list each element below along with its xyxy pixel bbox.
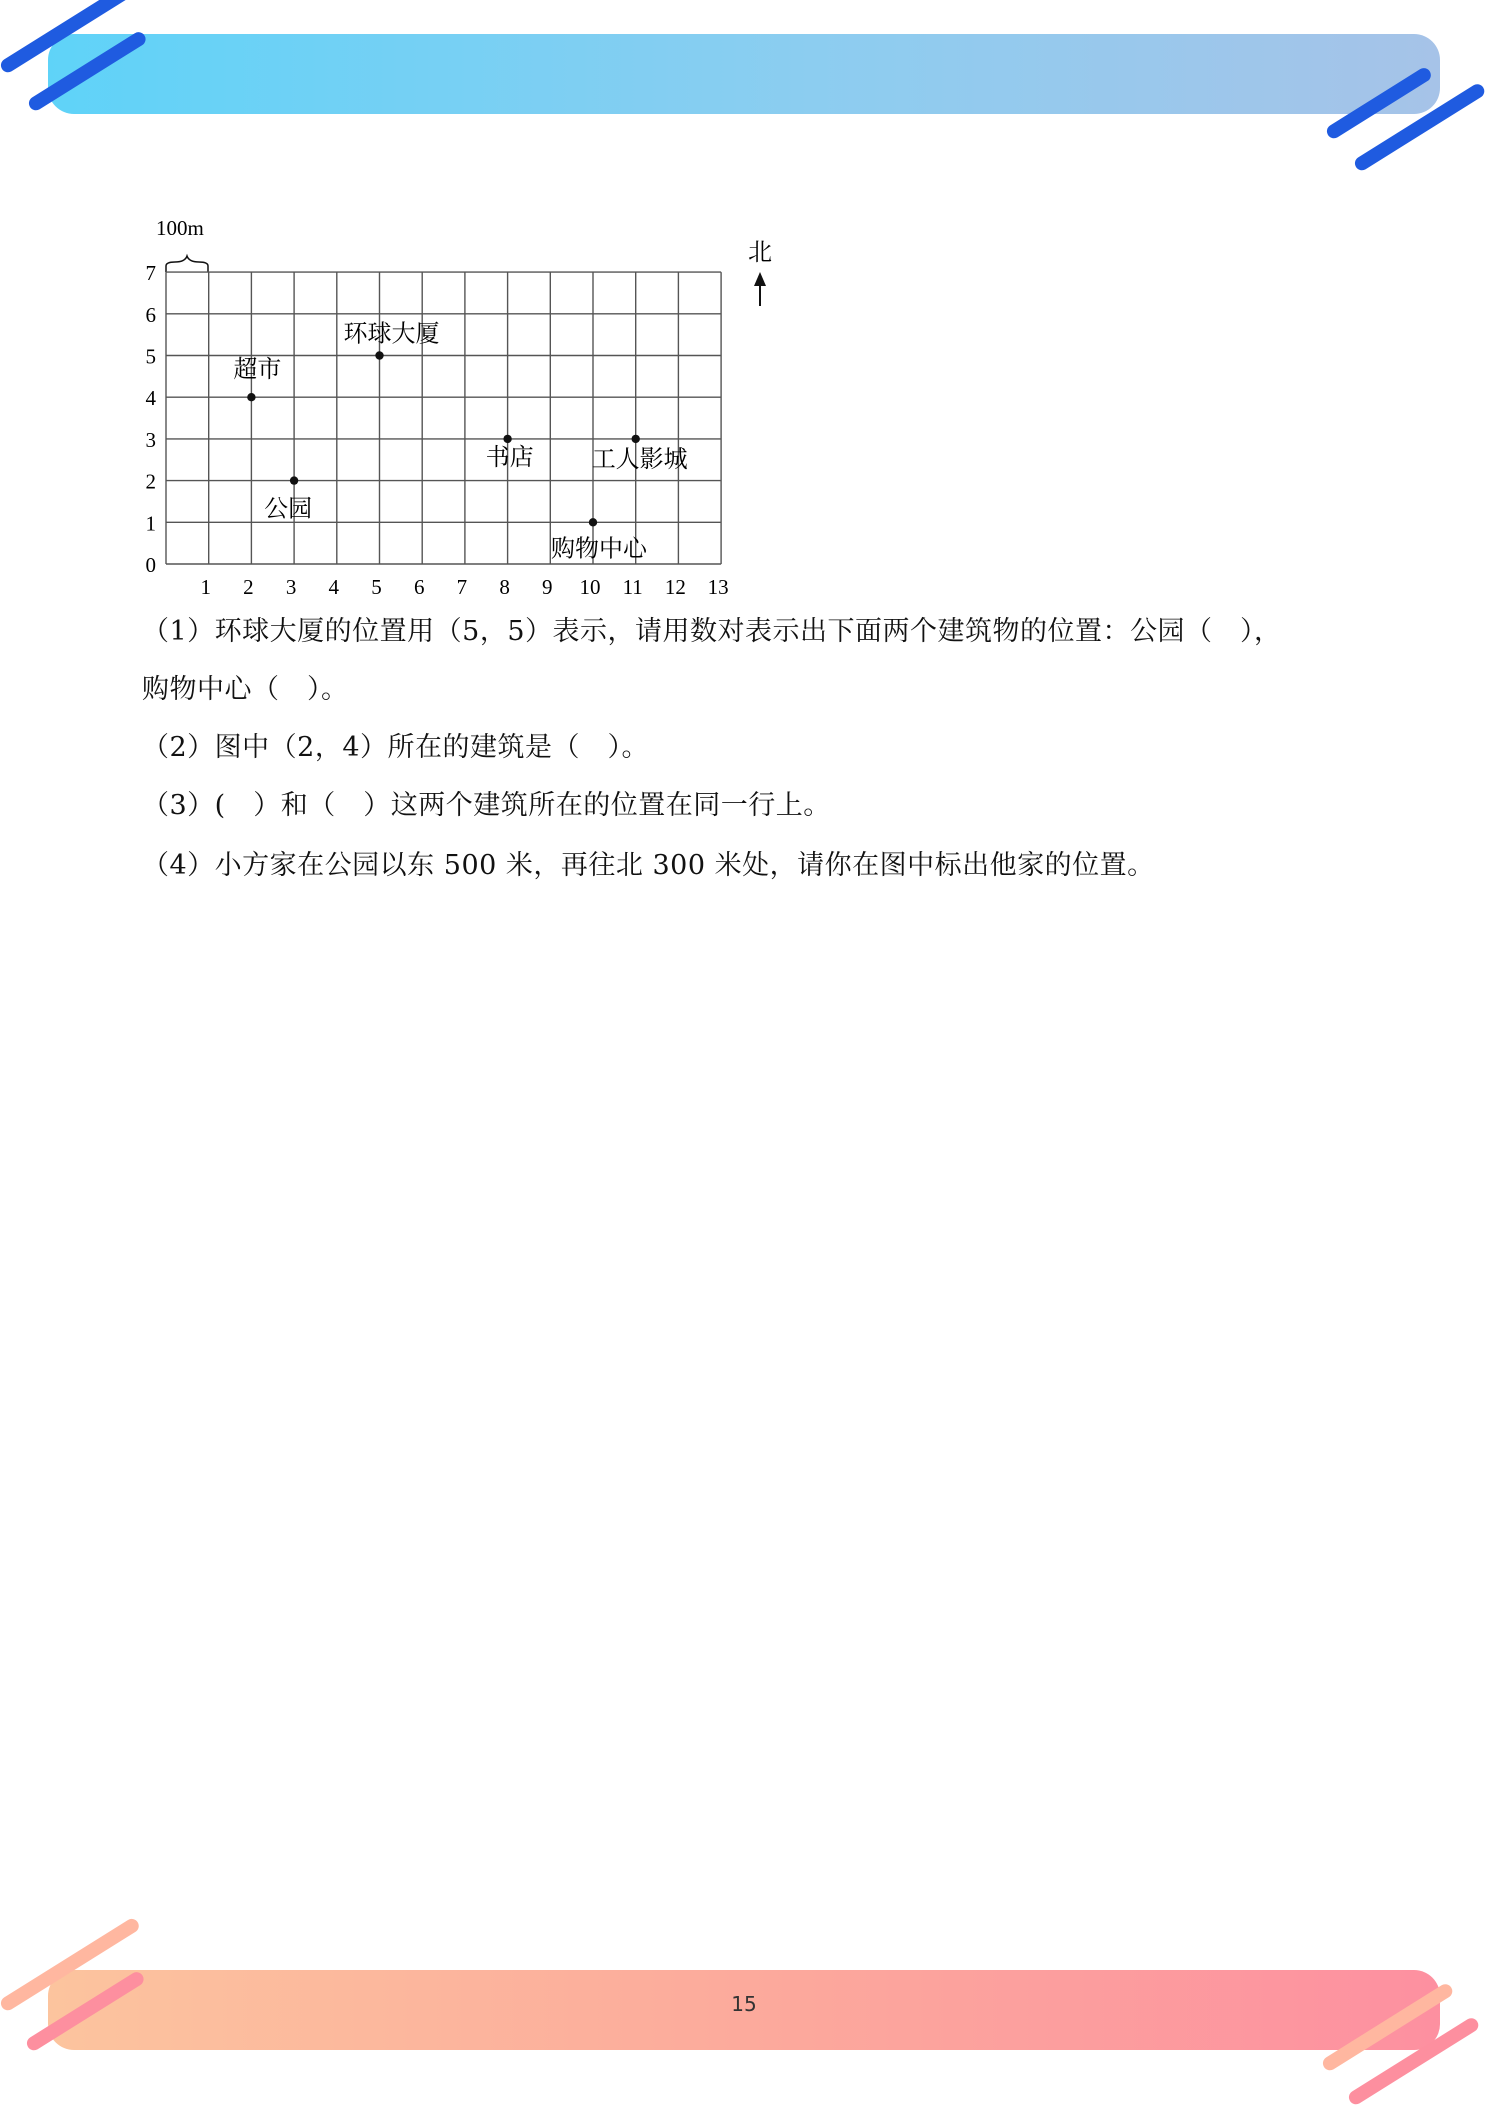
question-4: （4）小方家在公园以东 500 米，再往北 300 米处，请你在图中标出他家的位置。	[142, 850, 1155, 881]
x-axis-labels	[200, 575, 728, 599]
x-tick-label: 4	[328, 575, 340, 599]
place-label: 书店	[485, 444, 534, 471]
place-label: 购物中心	[551, 536, 647, 563]
place-label: 环球大厦	[343, 321, 440, 348]
y-tick-label: 7	[145, 261, 156, 286]
place-dot	[290, 476, 298, 484]
x-tick-label: 2	[243, 575, 254, 599]
x-tick-label: 10	[579, 575, 601, 599]
scale-brace	[166, 256, 208, 272]
x-tick-label: 9	[542, 575, 553, 599]
y-tick-label: 6	[145, 302, 156, 327]
place-dot	[632, 435, 640, 443]
question-1-line-2: 购物中心（ ）。	[142, 674, 349, 705]
y-tick-label: 5	[145, 344, 156, 369]
place-dot	[375, 351, 383, 359]
x-tick-label: 5	[371, 575, 382, 599]
place-dot	[247, 393, 255, 401]
x-tick-label: 3	[285, 575, 297, 599]
place-dot	[503, 435, 511, 443]
x-tick-label: 8	[499, 575, 510, 599]
x-tick-label: 1	[200, 575, 211, 599]
place-label: 工人影城	[591, 446, 688, 473]
x-tick-label: 11	[622, 575, 643, 599]
y-tick-label: 3	[145, 427, 156, 452]
place-markers	[233, 321, 687, 563]
page-number: 15	[731, 1992, 757, 2016]
question-3: （3）( ）和（ ）这两个建筑所在的位置在同一行上。	[142, 790, 831, 821]
y-tick-label: 1	[145, 511, 156, 536]
x-tick-label: 6	[413, 575, 425, 599]
y-axis-labels	[146, 261, 157, 577]
x-tick-label: 13	[707, 575, 729, 599]
north-arrowhead-icon	[754, 272, 766, 286]
place-label: 超市	[233, 357, 282, 384]
y-tick-label: 2	[145, 469, 156, 494]
y-tick-label: 4	[145, 386, 156, 411]
grid-lines	[166, 272, 721, 564]
north-label: 北	[748, 240, 772, 266]
y-tick-label: 0	[145, 553, 156, 577]
scale-label: 100m	[156, 216, 204, 240]
place-dot	[589, 518, 597, 526]
coordinate-grid-figure	[0, 0, 820, 620]
question-1-line-1: （1）环球大厦的位置用（5，5）表示，请用数对表示出下面两个建筑物的位置：公园（ ），	[142, 616, 1282, 647]
x-tick-label: 7	[456, 575, 468, 599]
question-2: （2）图中（2，4）所在的建筑是（ ）。	[142, 732, 650, 763]
place-label: 公园	[264, 496, 313, 523]
x-tick-label: 12	[664, 575, 686, 599]
